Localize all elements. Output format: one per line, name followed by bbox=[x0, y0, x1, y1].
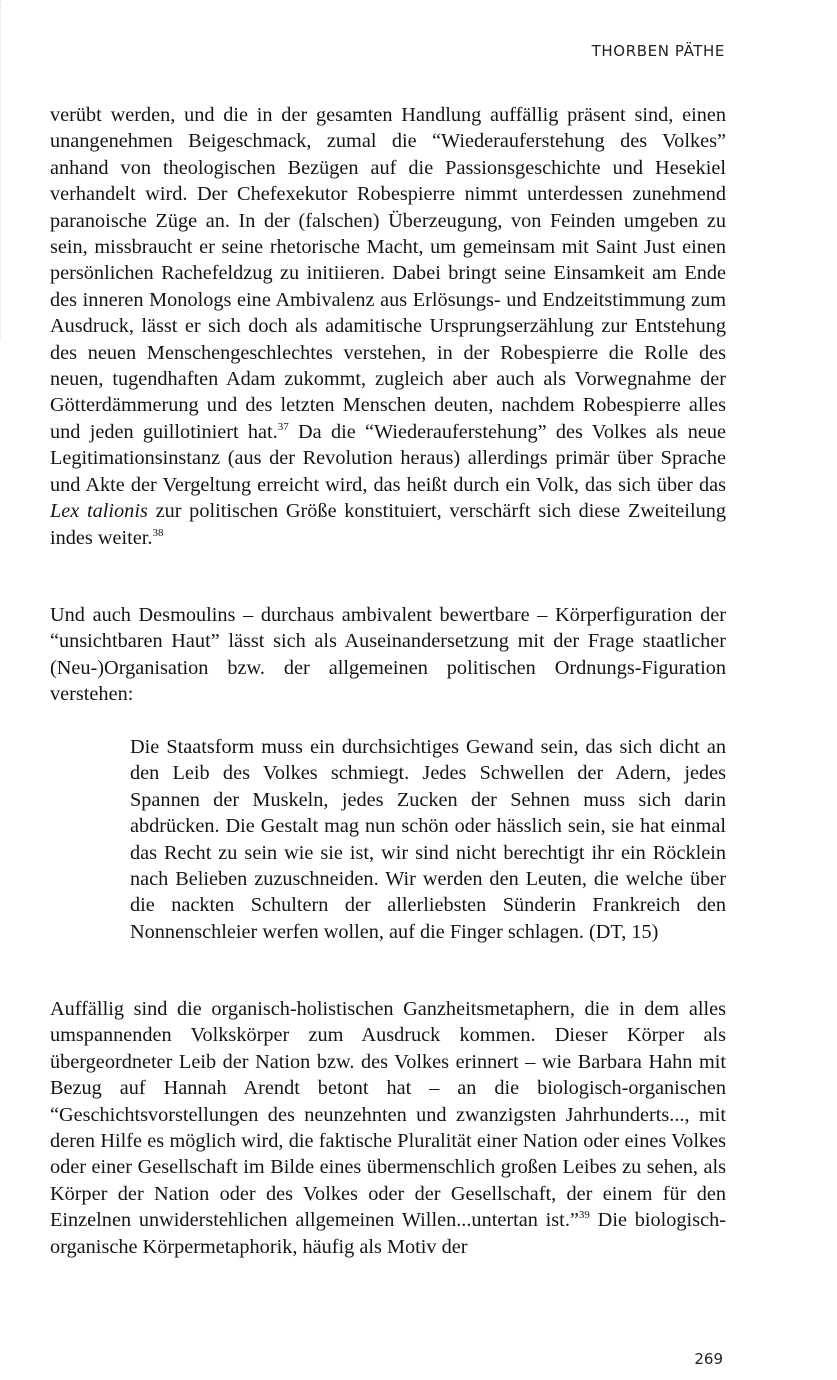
paragraph-text: verübt werden, und die in der gesamten Handlung auffällig präsent sind, einen unangenehmen Beigeschmack, zumal die “Wiederauferstehung des Volkes” anhand von theologischen Bezügen auf die Passionsgeschichte und Hesekiel verhandelt wird. Der Chefexekutor Robespierre nimmt unterdessen zunehmend paranoische Züge an. In der (falschen) Überzeugung, von Feinden umgeben zu sein, missbraucht er seine rhetorische Macht, um gemeinsam mit Saint Just einen persönlichen Rachefeldzug zu initiieren. Dabei bringt seine Einsamkeit am Ende des inneren Monologs eine Ambivalenz aus Erlösungs- und Endzeitstimmung zum Ausdruck, lässt er sich doch als adamitische Ursprungserzählung zur Entstehung des neuen Menschengeschlechtes verstehen, in der Robespierre die Rolle des neuen, tugendhaften Adam zukommt, zugleich aber auch als Vorwegnahme der Götterdämmerung und des letzten Menschen deuten, nachdem Robespierre alles und jeden guillotiniert hat. bbox=[50, 104, 726, 443]
running-head: THORBEN PÄTHE bbox=[591, 42, 725, 60]
body-paragraph-1 bbox=[50, 102, 726, 551]
paragraph-text: Und auch Desmoulins – durchaus ambivalent bewertbare – Körperfiguration der “unsichtbaren Haut” lässt sich als Auseinandersetzung mit der Frage staatlicher (Neu-)Organisation bzw. der allgemeinen politischen Ordnungs-Figuration verstehen: bbox=[50, 604, 726, 706]
footnote-ref-37[interactable]: 37 bbox=[277, 420, 289, 433]
scan-edge-artifact bbox=[0, 0, 11, 340]
quote-text: Die Staatsform muss ein durchsichtiges Gewand sein, das sich dicht an den Leib des Volkes schmiegt. Jedes Schwellen der Adern, jedes Spannen der Muskeln, jedes Zucken der Sehnen muss sich darin abdrücken. Die Gestalt mag nun schön oder hässlich sein, sie hat einmal das Recht zu sein wie sie ist, wir sind nicht berechtigt ihr ein Röcklein nach Belieben zuzuschneiden. Wir werden den Leuten, die welche über die nackten Schultern der allerliebsten Sünderin Frankreich den Nonnenschleier werfen wollen, auf die Finger schlagen. (DT, 15) bbox=[130, 736, 726, 943]
paragraph-text: Auffällig sind die organisch-holistischen Ganzheitsmetaphern, die in dem alles umspannenden Volkskörper zum Ausdruck kommen. Dieser Körper als übergeordneter Leib der Nation bzw. des Volkes erinnert – wie Barbara Hahn mit Bezug auf Hannah Arendt betont hat – an die biologisch-organischen “Geschichtsvorstellungen des neunzehnten und zwanzigsten Jahrhunderts..., mit deren Hilfe es möglich wird, die faktische Pluralität einer Nation oder eines Volkes oder einer Gesellschaft im Bilde eines übermenschlich großen Leibes zu sehen, als Körper der Nation oder des Volkes oder der Gesellschaft, der einem für den Einzelnen unwiderstehlichen allgemeinen Willen...untertan ist.” bbox=[50, 998, 726, 1232]
paragraph-text: zur politischen Größe konstituiert, verschärft sich diese Zweiteilung indes weiter. bbox=[50, 500, 726, 549]
body-paragraph-3 bbox=[50, 996, 726, 1260]
footnote-ref-38[interactable]: 38 bbox=[152, 526, 164, 539]
page-number: 269 bbox=[694, 1350, 723, 1368]
paragraph-text: Die biologisch-organische Körpermetaphorik, häufig als Motiv der bbox=[50, 1209, 726, 1258]
footnote-ref-39[interactable]: 39 bbox=[578, 1209, 590, 1222]
body-paragraph-2 bbox=[50, 602, 726, 708]
italic-term: Lex talionis bbox=[50, 500, 148, 523]
paragraph-text: Da die “Wiederauferstehung” des Volkes als neue Legitimationsinstanz (aus der Revolution heraus) allerdings primär über Sprache und Akte der Vergeltung erreicht wird, das heißt durch ein Volk, das sich über das bbox=[50, 420, 726, 496]
block-quote bbox=[130, 734, 726, 945]
